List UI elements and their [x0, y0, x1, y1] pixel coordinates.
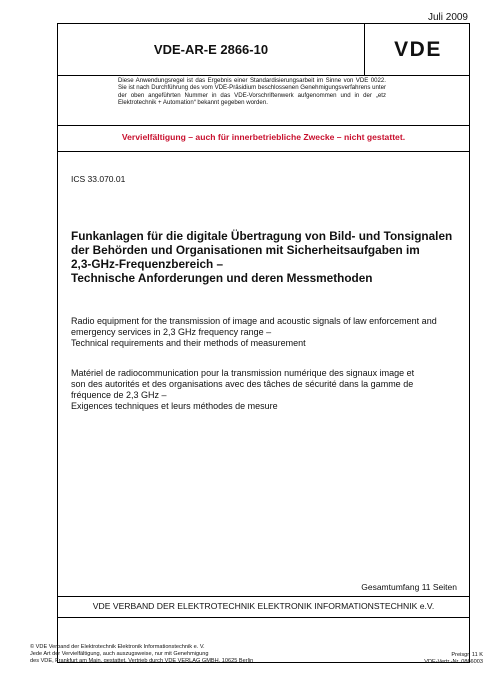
title-german: [71, 229, 466, 285]
title-english-line: Technical requirements and their methods of measurement: [71, 338, 306, 348]
total-pages: Gesamtumfang 11 Seiten: [361, 582, 457, 592]
document-frame: [57, 23, 470, 663]
approval-notice: Diese Anwendungsregel ist das Ergebnis einer Standardisierungsarbeit im Sinne von VDE 0022. Sie ist nach Durchführung des vom VDE-Präsidium beschlossenen Genehmigungsverfahrens unter der oben angeführten Nummer in das VDE-Vorschriftenwerk aufgenommen und in der „etz Elektrotechnik + Automation“ bekannt gegeben worden.: [118, 77, 386, 107]
vde-logo: [365, 24, 471, 75]
header-rule: [58, 75, 469, 76]
organization-name: VDE VERBAND DER ELEKTROTECHNIK ELEKTRONIK INFORMATIONSTECHNIK e.V.: [92, 601, 435, 611]
title-english-line: Radio equipment for the transmission of image and acoustic signals of law enforcement and: [71, 316, 437, 326]
title-french-line: Matériel de radiocommunication pour la transmission numérique des signaux image et: [71, 368, 415, 378]
price-group: Preisgr. 11 K: [451, 652, 483, 658]
order-info: [424, 652, 483, 666]
title-french: [71, 368, 466, 412]
title-english: [71, 316, 466, 349]
publication-date: Juli 2009: [427, 12, 468, 23]
copyright-line: Jede Art der Vervielfältigung, auch auszugsweise, nur mit Genehmigung: [30, 651, 209, 658]
title-german-line: der Behörden und Organisationen mit Sicherheitsaufgaben im: [71, 243, 420, 257]
warning-rule: [58, 151, 469, 152]
vde-logo-text: VDE: [394, 37, 442, 61]
title-french-line: fréquence de 2,3 GHz –: [71, 390, 167, 400]
title-german-line: 2,3-GHz-Frequenzbereich –: [71, 257, 224, 271]
title-french-line: Exigences techniques et leurs méthodes de mesure: [71, 401, 278, 411]
organization-rule-top: [58, 596, 469, 597]
copyright-line: © VDE Verband der Elektrotechnik Elektronik Informationstechnik e. V.: [30, 644, 205, 650]
title-german-line: Technische Anforderungen und deren Messmethoden: [71, 271, 373, 285]
title-german-line: Funkanlagen für die digitale Übertragung von Bild- und Tonsignalen: [71, 229, 453, 243]
notice-rule: [58, 125, 469, 126]
standard-number: VDE-AR-E 2866-10: [153, 42, 269, 57]
ics-code: ICS 33.070.01: [71, 174, 126, 184]
title-english-line: emergency services in 2,3 GHz frequency range –: [71, 327, 272, 337]
organization-rule-bottom: [58, 617, 469, 618]
copy-warning: Vervielfältigung – auch für innerbetriebliche Zwecke – nicht gestattet.: [121, 132, 406, 142]
copyright-line: des VDE, Frankfurt am Main, gestattet. Vertrieb durch VDE VERLAG GMBH, 10625 Berlin: [30, 658, 254, 665]
copyright-footer: [30, 644, 253, 666]
title-french-line: son des autorités et des organisations avec des tâches de sécurité dans la gamme de: [71, 379, 414, 389]
order-number: VDE-Vertr.-Nr. 0866003: [424, 659, 483, 666]
